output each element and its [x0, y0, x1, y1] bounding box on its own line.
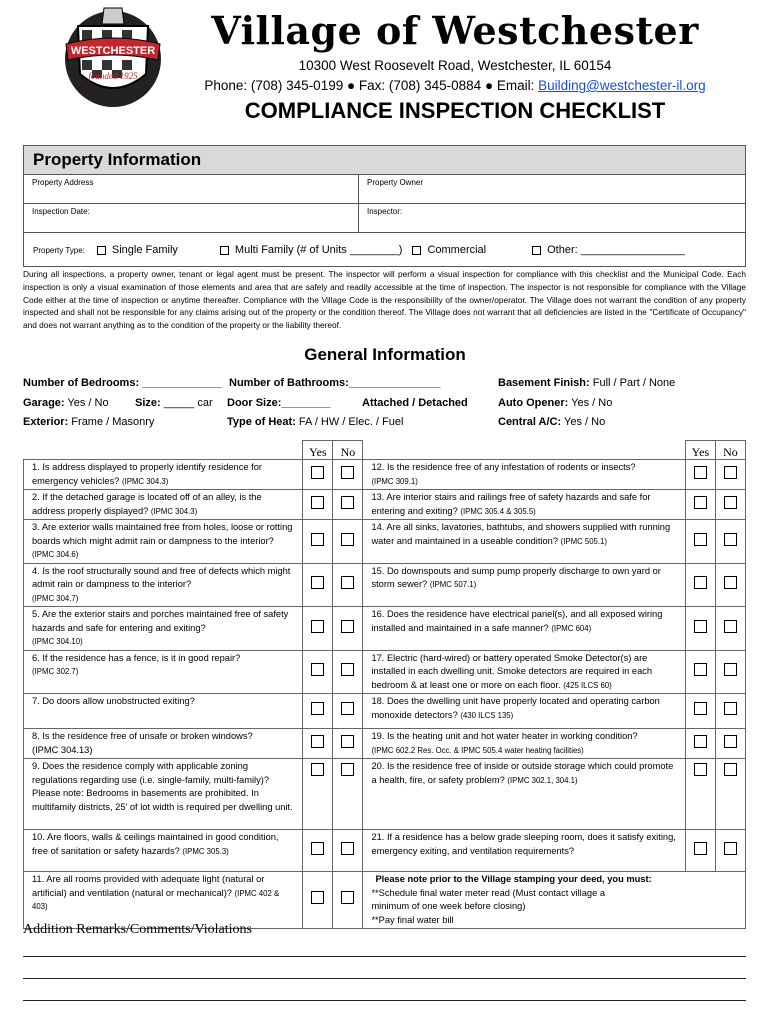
q11-no[interactable]: [333, 872, 363, 929]
q15-no[interactable]: [715, 563, 745, 607]
checkbox[interactable]: [694, 663, 707, 676]
q17-yes[interactable]: [685, 650, 715, 694]
q17-no[interactable]: [715, 650, 745, 694]
checkbox[interactable]: [311, 466, 324, 479]
question-2: 2. If the detached garage is located off of an alley, is the address properly displayed? (IPMC 304.3): [24, 490, 303, 520]
no-header: No: [715, 441, 745, 460]
question-12: 12. Is the residence free of any infestation of rodents or insects? (IPMC 309.1): [363, 460, 685, 490]
question-8: 8. Is the residence free of unsafe or broken windows? (IPMC 304.13): [24, 729, 303, 759]
q21-yes[interactable]: [685, 830, 715, 872]
checkbox[interactable]: [341, 763, 354, 776]
q10-yes[interactable]: [303, 830, 333, 872]
checkbox[interactable]: [341, 702, 354, 715]
q21-no[interactable]: [715, 830, 745, 872]
garage-size-field[interactable]: Size: _____ car: [135, 397, 213, 409]
checklist-row: [24, 872, 746, 929]
q10-no[interactable]: [333, 830, 363, 872]
heat-type-field[interactable]: Type of Heat: FA / HW / Elec. / Fuel: [227, 416, 404, 428]
type-label: Single Family: [111, 244, 178, 256]
q13-no[interactable]: [715, 490, 745, 520]
checkbox[interactable]: [724, 702, 737, 715]
checkbox[interactable]: [341, 620, 354, 633]
question-17: 17. Electric (hard-wired) or battery operated Smoke Detector(s) are installed in each dwelling unit. Smoke detectors are required in each bedroom & at least one or more on each floor. (425 ILCS 60): [363, 650, 685, 694]
q3-yes[interactable]: [303, 520, 333, 564]
q5-yes[interactable]: [303, 607, 333, 651]
checklist-header-row: [24, 441, 746, 460]
type-label: Commercial: [427, 244, 487, 256]
q6-no[interactable]: [333, 650, 363, 694]
logo-text: WESTCHESTER: [70, 45, 156, 57]
bedrooms-field[interactable]: Number of Bedrooms: _____________: [23, 377, 222, 389]
note-line-1: **Schedule final water meter read (Must contact village a minimum of one week before closing): [371, 887, 606, 911]
checklist-row: [24, 607, 746, 651]
type-commercial[interactable]: [412, 244, 486, 256]
checkbox[interactable]: [694, 620, 707, 633]
village-logo: [60, 4, 166, 110]
checkbox[interactable]: [694, 763, 707, 776]
contact-line: [170, 78, 740, 93]
property-type-label: Property Type:: [33, 245, 85, 255]
question-4: 4. Is the roof structurally sound and free of defects which might admit rain or dampness to the interior? (IPMC 304.7): [24, 563, 303, 607]
document-title: COMPLIANCE INSPECTION CHECKLIST: [244, 98, 666, 123]
checkbox[interactable]: [311, 663, 324, 676]
q16-yes[interactable]: [685, 607, 715, 651]
checkbox[interactable]: [311, 496, 324, 509]
q9-yes[interactable]: [303, 759, 333, 830]
type-label: Other: _________________: [547, 244, 685, 256]
checklist-row: [24, 830, 746, 872]
checkbox[interactable]: [341, 466, 354, 479]
question-15: 15. Do downspouts and sump pump properly discharge to own yard or storm sewer? (IPMC 507.1): [363, 563, 685, 607]
inspection-date-field[interactable]: Inspection Date:: [24, 204, 359, 232]
checklist-row: [24, 520, 746, 564]
email-link[interactable]: Building@westchester-il.org: [538, 78, 706, 93]
bathrooms-field[interactable]: Number of Bathrooms:_______________: [229, 377, 441, 389]
question-11: 11. Are all rooms provided with adequate light (natural or artificial) and ventilation (natural or mechanical)? (IPMC 402 & 403): [24, 872, 303, 929]
question-3: 3. Are exterior walls maintained free from holes, loose or rotting boards which might admit rain or dampness to the interior? (IPMC 304.6): [24, 520, 303, 564]
question-10: 10. Are floors, walls & ceilings maintained in good condition, free of sanitation or safety hazards? (IPMC 305.3): [24, 830, 303, 872]
attached-detached-field[interactable]: Attached / Detached: [362, 397, 468, 409]
village-address: 10300 West Roosevelt Road, Westchester, IL 60154: [298, 58, 612, 73]
header-spacer: [24, 441, 303, 460]
checkbox[interactable]: [724, 842, 737, 855]
q6-yes[interactable]: [303, 650, 333, 694]
q18-yes[interactable]: [685, 694, 715, 729]
question-14: 14. Are all sinks, lavatories, bathtubs, and showers supplied with running water and maintained in a useable condition? (IPMC 505.1): [363, 520, 685, 564]
q1-no[interactable]: [333, 460, 363, 490]
yes-header: Yes: [685, 441, 715, 460]
header-spacer: [363, 441, 685, 460]
type-other[interactable]: [532, 244, 685, 256]
checklist-row: [24, 650, 746, 694]
property-address-field[interactable]: Property Address: [24, 175, 359, 203]
question-21: 21. If a residence has a below grade sleeping room, does it satisfy exiting, emergency exiting, and ventilation requirements?: [363, 830, 685, 872]
checklist-row: [24, 563, 746, 607]
inspector-field[interactable]: Inspector:: [367, 207, 403, 216]
checklist-row: [24, 759, 746, 830]
checkbox[interactable]: [724, 620, 737, 633]
q18-no[interactable]: [715, 694, 745, 729]
q14-no[interactable]: [715, 520, 745, 564]
q8-yes[interactable]: [303, 729, 333, 759]
property-type-row: [24, 233, 745, 267]
type-single-family[interactable]: [97, 244, 178, 256]
q4-yes[interactable]: [303, 563, 333, 607]
q20-yes[interactable]: [685, 759, 715, 830]
checkbox[interactable]: [311, 533, 324, 546]
checkbox[interactable]: [412, 246, 421, 255]
note-line-2: **Pay final water bill: [371, 914, 454, 925]
checkbox[interactable]: [341, 842, 354, 855]
remarks-line[interactable]: [23, 956, 746, 957]
type-label: Multi Family (# of Units ________): [234, 244, 403, 256]
deed-stamp-note: [363, 872, 746, 929]
auto-opener-field[interactable]: Auto Opener: Yes / No: [498, 397, 613, 409]
checkbox[interactable]: [311, 735, 324, 748]
question-18: 18. Does the dwelling unit have properly located and operating carbon monoxide detectors? (430 ILCS 135): [363, 694, 685, 729]
checkbox[interactable]: [724, 466, 737, 479]
garage-field[interactable]: Garage: Yes / No: [23, 397, 109, 409]
q4-no[interactable]: [333, 563, 363, 607]
checkbox[interactable]: [724, 663, 737, 676]
checkbox[interactable]: [724, 735, 737, 748]
checkbox[interactable]: [341, 496, 354, 509]
checkbox[interactable]: [220, 246, 229, 255]
yes-header: Yes: [303, 441, 333, 460]
property-owner-field[interactable]: Property Owner: [367, 178, 424, 187]
checklist-row: [24, 490, 746, 520]
checkbox[interactable]: [724, 763, 737, 776]
question-13: 13. Are interior stairs and railings free of safety hazards and safe for entering and exiting? (IPMC 305.4 & 305.5): [363, 490, 685, 520]
q2-no[interactable]: [333, 490, 363, 520]
property-row-2: [24, 204, 745, 233]
checkbox[interactable]: [311, 891, 324, 904]
property-heading: Property Information: [24, 146, 745, 175]
checkbox[interactable]: [341, 891, 354, 904]
door-size-field[interactable]: Door Size:________: [227, 397, 331, 409]
central-ac-field[interactable]: Central A/C: Yes / No: [498, 416, 606, 428]
note-title: Please note prior to the Village stamping your deed, you must:: [375, 874, 652, 884]
q15-yes[interactable]: [685, 563, 715, 607]
question-19: 19. Is the heating unit and hot water heater in working condition? (IPMC 602.2 Res. Occ. & IPMC 505.4 water heating facilities): [363, 729, 685, 759]
basement-finish[interactable]: Basement Finish: Full / Part / None: [498, 377, 676, 389]
q19-yes[interactable]: [685, 729, 715, 759]
inspection-checklist-table: [23, 440, 746, 929]
question-1: 1. Is address displayed to properly identify residence for emergency vehicles? (IPMC 304.3): [24, 460, 303, 490]
checkbox[interactable]: [341, 533, 354, 546]
checkbox[interactable]: [341, 663, 354, 676]
question-6: 6. If the residence has a fence, is it in good repair? (IPMC 302.7): [24, 650, 303, 694]
checkbox[interactable]: [311, 620, 324, 633]
q1-yes[interactable]: [303, 460, 333, 490]
checkbox[interactable]: [724, 576, 737, 589]
checkbox[interactable]: [694, 576, 707, 589]
checkbox[interactable]: [341, 735, 354, 748]
checkbox[interactable]: [694, 496, 707, 509]
property-row-1: [24, 175, 745, 204]
q2-yes[interactable]: [303, 490, 333, 520]
contact-prefix: Phone: (708) 345-0199 ● Fax: (708) 345-0884 ● Email:: [204, 78, 539, 93]
checklist-row: [24, 729, 746, 759]
no-header: No: [333, 441, 363, 460]
checkbox[interactable]: [694, 533, 707, 546]
q7-no[interactable]: [333, 694, 363, 729]
remarks-line[interactable]: [23, 978, 746, 979]
checkbox[interactable]: [341, 576, 354, 589]
q12-no[interactable]: [715, 460, 745, 490]
q12-yes[interactable]: [685, 460, 715, 490]
checkbox[interactable]: [694, 702, 707, 715]
general-information-heading: General Information: [304, 345, 466, 364]
remarks-heading: Addition Remarks/Comments/Violations: [23, 922, 252, 937]
disclaimer-text: During all inspections, a property owner, tenant or legal agent must be present. The inspector will perform a visual inspection for compliance with this checklist and the Municipal Code. Each inspection is only a visual examination of those elements and area that are safely and readily accessible at the time of inspection. The inspector is not responsible for compliance with the Village Code either at the time of inspection or anytime thereafter. Compliance with the Village Code is the responsibility of the owner/operator. The Village does not warrant the condition of any property inspected and shall not be responsible for any claims arising out of the property or the condition thereof. The Village does not warrant that all deficiencies are listed in the "Certificate of Occupancy" and does not warrant anything as to the condition of the property or the liability thereof.: [23, 269, 746, 331]
question-20: 20. Is the residence free of inside or outside storage which could promote a health, fire, or safety problem? (IPMC 302.1, 304.1): [363, 759, 685, 830]
q9-no[interactable]: [333, 759, 363, 830]
q8-no[interactable]: [333, 729, 363, 759]
checkbox[interactable]: [694, 466, 707, 479]
q14-yes[interactable]: [685, 520, 715, 564]
checkbox[interactable]: [311, 763, 324, 776]
q20-no[interactable]: [715, 759, 745, 830]
logo-founded: founded 1925: [88, 71, 138, 81]
q11-yes[interactable]: [303, 872, 333, 929]
q7-yes[interactable]: [303, 694, 333, 729]
q3-no[interactable]: [333, 520, 363, 564]
village-title: Village of Westchester: [211, 8, 699, 53]
q19-no[interactable]: [715, 729, 745, 759]
checkbox[interactable]: [532, 246, 541, 255]
q13-yes[interactable]: [685, 490, 715, 520]
checkbox[interactable]: [724, 533, 737, 546]
q16-no[interactable]: [715, 607, 745, 651]
checkbox[interactable]: [694, 735, 707, 748]
question-16: 16. Does the residence have electrical panel(s), and all exposed wiring installed and maintained in a safe manner? (IPMC 604): [363, 607, 685, 651]
remarks-line[interactable]: [23, 1000, 746, 1001]
question-7: 7. Do doors allow unobstructed exiting?: [24, 694, 303, 729]
property-information-box: [23, 145, 746, 267]
checkbox[interactable]: [311, 576, 324, 589]
question-9: 9. Does the residence comply with applicable zoning regulations regarding use (i.e. single-family, multi-family)? Please note: Bedrooms in basements are prohibited. In multifamily districts, 25' of lot width is required per dwelling unit.: [24, 759, 303, 830]
checkbox[interactable]: [311, 842, 324, 855]
exterior-field[interactable]: Exterior: Frame / Masonry: [23, 416, 155, 428]
question-5: 5. Are the exterior stairs and porches maintained free of safety hazards and safe for entering and exiting? (IPMC 304.10): [24, 607, 303, 651]
type-multi-family[interactable]: [220, 244, 403, 256]
checkbox[interactable]: [694, 842, 707, 855]
q5-no[interactable]: [333, 607, 363, 651]
checklist-row: [24, 460, 746, 490]
checklist-row: [24, 694, 746, 729]
checkbox[interactable]: [97, 246, 106, 255]
checkbox[interactable]: [724, 496, 737, 509]
checkbox[interactable]: [311, 702, 324, 715]
